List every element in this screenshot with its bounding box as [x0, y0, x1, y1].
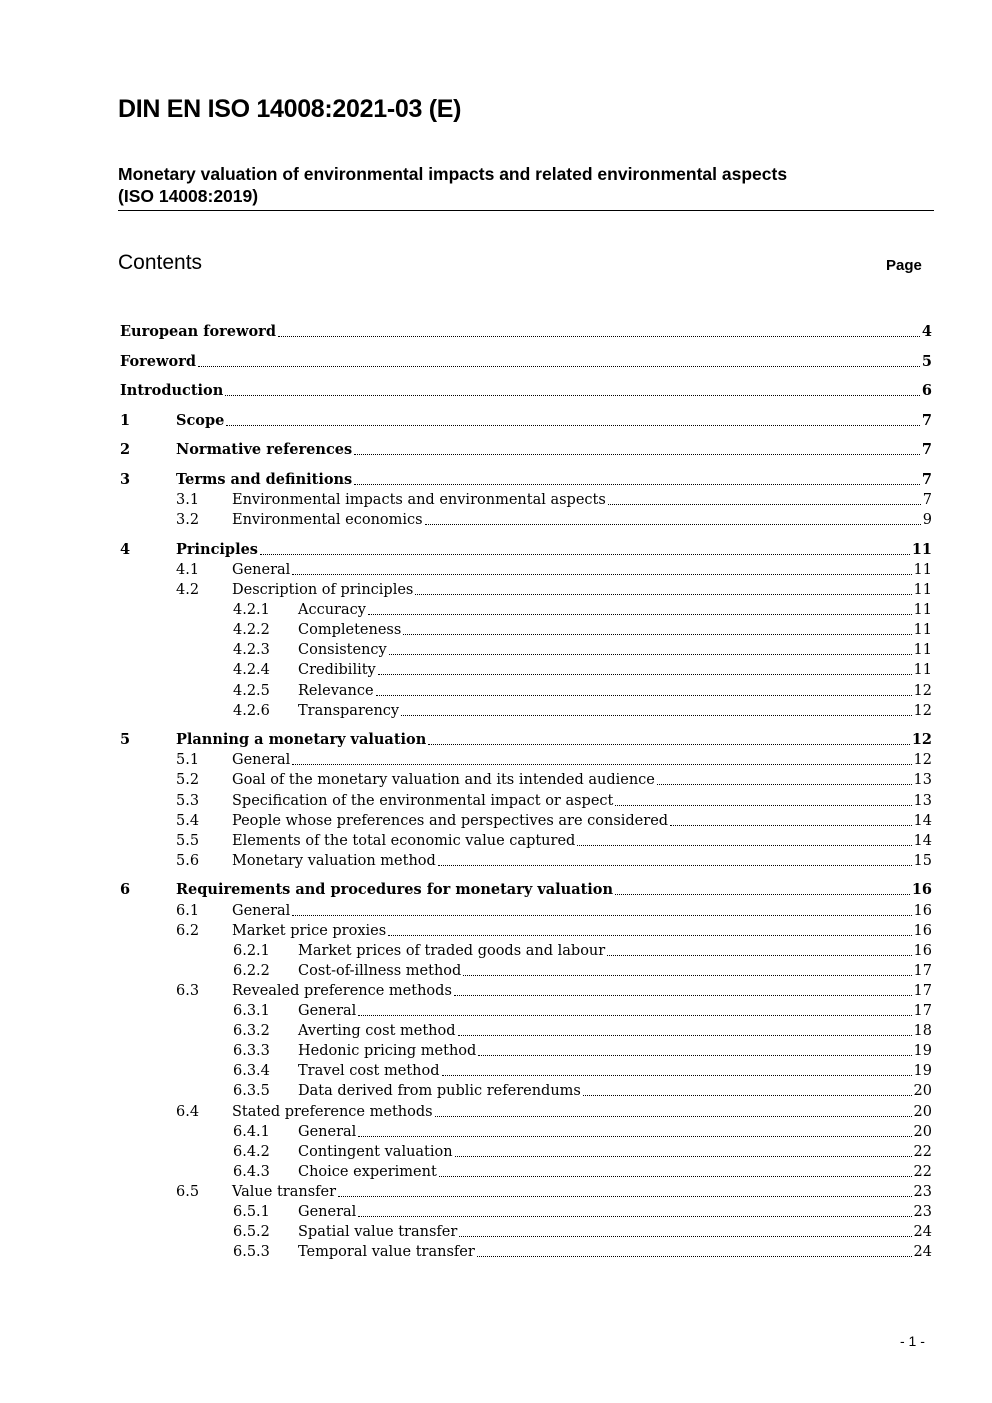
toc-entry-number: 6.5 [176, 1184, 200, 1200]
toc-entry-number: 6.5.3 [233, 1244, 270, 1260]
toc-dot-leader [225, 394, 920, 396]
subtitle-line-2: (ISO 14008:2019) [118, 186, 259, 206]
toc-entry[interactable] [120, 1162, 932, 1182]
toc-entry-page: 4 [921, 323, 932, 340]
toc-entry-number: 6.3.4 [233, 1063, 270, 1079]
toc-entry[interactable] [120, 831, 932, 851]
toc-entry-title: Elements of the total economic value captured [232, 833, 576, 849]
toc-entry-title: Specification of the environmental impact or aspect [232, 793, 614, 809]
toc-entry[interactable] [120, 770, 932, 790]
toc-dot-leader [292, 914, 911, 916]
toc-entry-page: 6 [921, 382, 932, 399]
page-number: - 1 - [900, 1333, 925, 1349]
toc-entry-title: Monetary valuation method [232, 853, 436, 869]
toc-dot-leader [657, 783, 912, 785]
toc-entry[interactable] [120, 750, 932, 770]
toc-entry[interactable] [120, 411, 932, 431]
toc-entry-title: Choice experiment [298, 1164, 437, 1180]
toc-entry-title: General [232, 752, 291, 768]
toc-entry-page: 14 [913, 813, 932, 829]
toc-entry[interactable] [120, 921, 932, 941]
toc-entry-page: 11 [913, 582, 932, 598]
toc-entry-title: Market prices of traded goods and labour [298, 943, 606, 959]
toc-entry-page: 19 [913, 1043, 932, 1059]
toc-entry[interactable] [120, 660, 932, 680]
toc-entry-page: 14 [913, 833, 932, 849]
toc-entry-page: 7 [922, 492, 932, 508]
toc-entry[interactable] [120, 1102, 932, 1122]
toc-entry-number: 4.2 [176, 582, 200, 598]
toc-entry[interactable] [120, 1202, 932, 1222]
toc-entry-number: 6.3 [176, 983, 200, 999]
toc-entry-page: 7 [921, 412, 932, 429]
toc-entry-page: 16 [913, 943, 932, 959]
toc-entry-number: 6.3.3 [233, 1043, 270, 1059]
toc-entry-page: 15 [913, 853, 932, 869]
toc-entry-number: 3.1 [176, 492, 200, 508]
toc-dot-leader [354, 453, 920, 455]
toc-entry-title: Goal of the monetary valuation and its intended audience [232, 772, 655, 788]
toc-dot-leader [403, 633, 911, 635]
toc-entry-page: 22 [913, 1144, 932, 1160]
toc-entry-number: 3 [120, 471, 131, 488]
toc-entry-number: 4.2.3 [233, 642, 270, 658]
toc-entry[interactable] [120, 470, 932, 490]
toc-dot-leader [354, 483, 920, 485]
toc-entry-title: Environmental economics [232, 512, 423, 528]
toc-entry-title: General [232, 562, 291, 578]
toc-dot-leader [358, 1215, 911, 1217]
toc-entry-title: Stated preference methods [232, 1104, 433, 1120]
toc-entry-title: Temporal value transfer [298, 1244, 475, 1260]
toc-entry[interactable] [120, 640, 932, 660]
toc-entry-page: 16 [913, 903, 932, 919]
toc-entry-number: 6.4 [176, 1104, 200, 1120]
toc-entry-title: Description of principles [232, 582, 414, 598]
toc-dot-leader [428, 743, 910, 745]
toc-entry[interactable] [120, 1061, 932, 1081]
toc-entry[interactable] [120, 600, 932, 620]
toc-entry-page: 9 [922, 512, 932, 528]
toc-entry[interactable] [120, 941, 932, 961]
toc-entry-number: 4.2.4 [233, 662, 270, 678]
toc-entry-page: 12 [911, 731, 932, 748]
toc-dot-leader [458, 1034, 912, 1036]
toc-entry-title: Value transfer [232, 1184, 337, 1200]
toc-entry-title: Foreword [120, 353, 196, 370]
toc-entry-title: Terms and definitions [176, 471, 353, 488]
toc-entry-page: 24 [913, 1244, 932, 1260]
toc-entry-number: 2 [120, 441, 131, 458]
toc-entry[interactable] [120, 851, 932, 871]
toc-entry-number: 6 [120, 881, 131, 898]
toc-entry-title: Introduction [120, 382, 224, 399]
toc-entry[interactable] [120, 322, 932, 342]
toc-entry-title: Scope [176, 412, 225, 429]
toc-entry-title: European foreword [120, 323, 276, 340]
toc-entry-number: 6.3.2 [233, 1023, 270, 1039]
toc-entry[interactable] [120, 1021, 932, 1041]
toc-entry-number: 3.2 [176, 512, 200, 528]
toc-entry[interactable] [120, 352, 932, 372]
toc-dot-leader [577, 844, 911, 846]
toc-entry-number: 6.4.1 [233, 1124, 270, 1140]
toc-entry-title: General [298, 1204, 357, 1220]
toc-entry[interactable] [120, 1041, 932, 1061]
toc-dot-leader [615, 893, 910, 895]
toc-entry-title: Accuracy [298, 602, 366, 618]
toc-entry-title: General [298, 1124, 357, 1140]
toc-dot-leader [226, 424, 920, 426]
subtitle-line-1: Monetary valuation of environmental impacts and related environmental aspects [118, 164, 788, 184]
toc-entry-title: Principles [176, 541, 258, 558]
toc-dot-leader [368, 613, 912, 615]
toc-entry-title: Cost-of-illness method [298, 963, 462, 979]
toc-entry[interactable] [120, 1242, 932, 1262]
toc-entry-title: Planning a monetary valuation [176, 731, 427, 748]
toc-entry-page: 16 [913, 923, 932, 939]
toc-entry-title: General [232, 903, 291, 919]
toc-dot-leader [463, 974, 911, 976]
toc-dot-leader [401, 714, 911, 716]
toc-dot-leader [478, 1054, 911, 1056]
toc-entry-title: Credibility [298, 662, 376, 678]
toc-entry-number: 4 [120, 541, 131, 558]
toc-entry-title: General [298, 1003, 357, 1019]
toc-entry-number: 5.1 [176, 752, 200, 768]
toc-entry[interactable] [120, 961, 932, 981]
toc-entry[interactable] [120, 580, 932, 600]
toc-entry-page: 24 [913, 1224, 932, 1240]
toc-entry-title: Consistency [298, 642, 387, 658]
toc-dot-leader [389, 653, 912, 655]
toc-entry[interactable] [120, 540, 932, 560]
toc-entry-number: 5.2 [176, 772, 200, 788]
toc-entry[interactable] [120, 440, 932, 460]
toc-entry[interactable] [120, 510, 932, 530]
toc-entry-page: 19 [913, 1063, 932, 1079]
toc-entry-page: 17 [913, 1003, 932, 1019]
toc-dot-leader [583, 1094, 912, 1096]
toc-entry[interactable] [120, 1222, 932, 1242]
toc-entry-number: 6.5.1 [233, 1204, 270, 1220]
toc-dot-leader [455, 1155, 912, 1157]
toc-entry-number: 5.3 [176, 793, 200, 809]
toc-entry[interactable] [120, 880, 932, 900]
toc-entry-number: 6.5.2 [233, 1224, 270, 1240]
toc-entry-title: Environmental impacts and environmental aspects [232, 492, 606, 508]
toc-entry[interactable] [120, 901, 932, 921]
toc-entry-title: People whose preferences and perspectives are considered [232, 813, 669, 829]
toc-entry-page: 12 [913, 703, 932, 719]
toc-entry-page: 7 [921, 441, 932, 458]
page-column-label: Page [886, 257, 922, 274]
toc-dot-leader [608, 503, 921, 505]
toc-entry[interactable] [120, 1122, 932, 1142]
toc-entry-number: 5 [120, 731, 131, 748]
toc-entry-number: 4.2.1 [233, 602, 270, 618]
toc-entry-page: 7 [921, 471, 932, 488]
toc-dot-leader [278, 335, 920, 337]
toc-entry-page: 12 [913, 683, 932, 699]
toc-entry-page: 13 [913, 772, 932, 788]
toc-entry-page: 11 [913, 602, 932, 618]
toc-dot-leader [388, 934, 911, 936]
toc-entry-page: 20 [913, 1083, 932, 1099]
toc-entry-page: 16 [911, 881, 932, 898]
toc-dot-leader [376, 694, 912, 696]
toc-entry-title: Relevance [298, 683, 374, 699]
toc-entry-number: 6.2.2 [233, 963, 270, 979]
toc-entry-number: 6.3.1 [233, 1003, 270, 1019]
toc-entry-number: 6.3.5 [233, 1083, 270, 1099]
toc-entry-page: 20 [913, 1124, 932, 1140]
toc-entry-number: 4.1 [176, 562, 200, 578]
toc-entry-number: 4.2.5 [233, 683, 270, 699]
toc-entry-page: 22 [913, 1164, 932, 1180]
toc-entry[interactable] [120, 701, 932, 721]
toc-dot-leader [435, 1115, 912, 1117]
toc-entry-title: Spatial value transfer [298, 1224, 458, 1240]
toc-entry-title: Normative references [176, 441, 353, 458]
toc-entry-page: 13 [913, 793, 932, 809]
toc-dot-leader [260, 553, 910, 555]
contents-heading: Contents [118, 251, 203, 274]
toc-entry-number: 4.2.2 [233, 622, 270, 638]
toc-entry[interactable] [120, 1081, 932, 1101]
toc-entry-title: Requirements and procedures for monetary valuation [176, 881, 614, 898]
toc-dot-leader [198, 365, 920, 367]
toc-entry[interactable] [120, 490, 932, 510]
toc-entry-page: 11 [913, 622, 932, 638]
toc-entry-title: Data derived from public referendums [298, 1083, 581, 1099]
toc-dot-leader [459, 1235, 911, 1237]
toc-entry-number: 6.4.2 [233, 1144, 270, 1160]
toc-entry-page: 5 [921, 353, 932, 370]
toc-entry-page: 18 [913, 1023, 932, 1039]
toc-entry[interactable] [120, 560, 932, 580]
toc-entry[interactable] [120, 1001, 932, 1021]
toc-dot-leader [477, 1255, 912, 1257]
toc-entry-page: 17 [913, 983, 932, 999]
toc-entry[interactable] [120, 811, 932, 831]
toc-dot-leader [292, 763, 911, 765]
toc-entry-page: 11 [913, 562, 932, 578]
toc-entry-title: Averting cost method [298, 1023, 456, 1039]
toc-entry-number: 5.6 [176, 853, 200, 869]
toc-dot-leader [615, 804, 911, 806]
toc-entry-number: 4.2.6 [233, 703, 270, 719]
toc-entry-page: 23 [913, 1204, 932, 1220]
toc-entry-title: Hedonic pricing method [298, 1043, 477, 1059]
toc-entry[interactable] [120, 681, 932, 701]
toc-entry-number: 1 [120, 412, 131, 429]
toc-entry[interactable] [120, 381, 932, 401]
toc-dot-leader [338, 1195, 912, 1197]
toc-entry-page: 23 [913, 1184, 932, 1200]
toc-dot-leader [425, 523, 921, 525]
toc-entry[interactable] [120, 791, 932, 811]
toc-dot-leader [607, 954, 911, 956]
toc-entry-number: 6.2.1 [233, 943, 270, 959]
toc-dot-leader [358, 1135, 911, 1137]
toc-entry-page: 20 [913, 1104, 932, 1120]
toc-entry[interactable] [120, 981, 932, 1001]
toc-entry-number: 5.5 [176, 833, 200, 849]
toc-entry-page: 17 [913, 963, 932, 979]
toc-entry-page: 12 [913, 752, 932, 768]
toc-dot-leader [415, 593, 911, 595]
toc-entry-title: Revealed preference methods [232, 983, 452, 999]
toc-entry[interactable] [120, 1182, 932, 1202]
toc-entry[interactable] [120, 730, 932, 750]
toc-entry-title: Contingent valuation [298, 1144, 453, 1160]
toc-entry-page: 11 [911, 541, 932, 558]
document-title: DIN EN ISO 14008:2021-03 (E) [118, 95, 462, 123]
toc-dot-leader [454, 994, 912, 996]
toc-dot-leader [438, 864, 912, 866]
toc-entry-page: 11 [913, 662, 932, 678]
toc-dot-leader [292, 573, 911, 575]
toc-entry-number: 6.2 [176, 923, 200, 939]
toc-entry[interactable] [120, 1142, 932, 1162]
toc-dot-leader [439, 1175, 912, 1177]
toc-dot-leader [358, 1014, 911, 1016]
toc-entry-title: Transparency [298, 703, 400, 719]
toc-dot-leader [442, 1074, 912, 1076]
toc-dot-leader [378, 673, 912, 675]
toc-entry-page: 11 [913, 642, 932, 658]
toc-entry-number: 5.4 [176, 813, 200, 829]
toc-entry-number: 6.4.3 [233, 1164, 270, 1180]
toc-entry-title: Completeness [298, 622, 402, 638]
toc-entry-number: 6.1 [176, 903, 200, 919]
toc-dot-leader [670, 824, 911, 826]
toc-entry-title: Travel cost method [298, 1063, 440, 1079]
toc-entry-title: Market price proxies [232, 923, 387, 939]
toc-entry[interactable] [120, 620, 932, 640]
